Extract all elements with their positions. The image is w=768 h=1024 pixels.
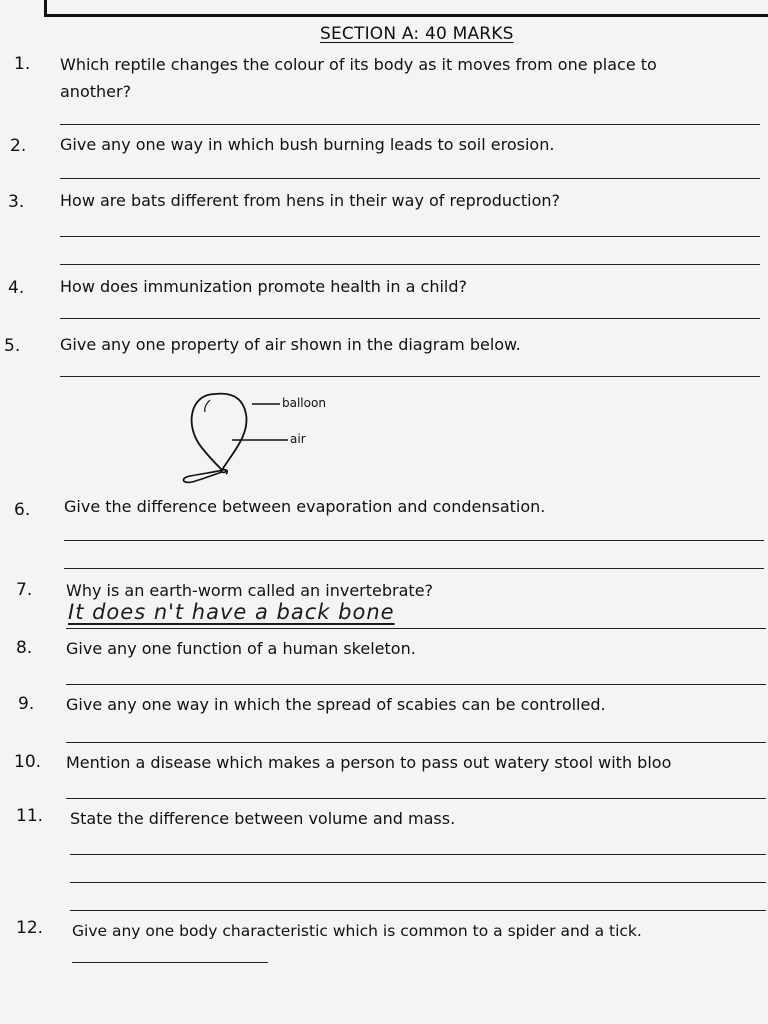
balloon-icon <box>180 386 360 486</box>
question-6-text: Give the difference between evaporation and condensation. <box>64 497 546 516</box>
section-title: SECTION A: 40 MARKS <box>320 24 514 44</box>
question-12-number: 12. <box>16 918 44 938</box>
question-1-text-line2: another? <box>60 82 132 101</box>
answer-line <box>60 376 760 377</box>
question-2-number: 2. <box>10 136 27 156</box>
answer-line <box>66 798 766 799</box>
question-4-text: How does immunization promote health in a child? <box>60 277 468 296</box>
answer-line <box>60 236 760 237</box>
question-10-text: Mention a disease which makes a person to pass out watery stool with bloo <box>66 753 672 772</box>
question-12-text: Give any one body characteristic which is common to a spider and a tick. <box>72 922 642 940</box>
question-1-text-line1: Which reptile changes the colour of its body as it moves from one place to <box>60 55 657 74</box>
question-4-number: 4. <box>8 278 25 298</box>
answer-line <box>72 962 268 963</box>
question-11-text: State the difference between volume and mass. <box>70 809 456 828</box>
answer-line <box>70 882 766 883</box>
question-5-text: Give any one property of air shown in the diagram below. <box>60 335 521 354</box>
answer-line <box>60 264 760 265</box>
question-7-text: Why is an earth-worm called an invertebrate? <box>66 581 434 600</box>
answer-line <box>66 628 766 629</box>
question-8-number: 8. <box>16 638 33 658</box>
answer-line <box>66 684 766 685</box>
balloon-label: balloon <box>282 396 326 410</box>
question-8-text: Give any one function of a human skeleton. <box>66 639 416 658</box>
question-6-number: 6. <box>14 500 31 520</box>
answer-line <box>60 318 760 319</box>
question-9-number: 9. <box>18 694 35 714</box>
handwritten-answer-7: It does n't have a back bone <box>68 600 395 624</box>
answer-line <box>66 742 766 743</box>
question-3-text: How are bats different from hens in their way of reproduction? <box>60 191 560 210</box>
balloon-diagram <box>180 386 360 486</box>
header-box-border <box>44 0 768 17</box>
question-5-number: 5. <box>4 336 21 356</box>
answer-line <box>70 910 766 911</box>
answer-line <box>60 178 760 179</box>
answer-line <box>64 540 764 541</box>
answer-line <box>60 124 760 125</box>
question-2-text: Give any one way in which bush burning leads to soil erosion. <box>60 135 555 154</box>
question-10-number: 10. <box>14 752 42 772</box>
question-3-number: 3. <box>8 192 25 212</box>
question-1-number: 1. <box>14 54 31 74</box>
question-7-number: 7. <box>16 580 33 600</box>
question-9-text: Give any one way in which the spread of scabies can be controlled. <box>66 695 606 714</box>
answer-line <box>70 854 766 855</box>
air-label: air <box>290 432 306 446</box>
answer-line <box>64 568 764 569</box>
question-11-number: 11. <box>16 806 44 826</box>
